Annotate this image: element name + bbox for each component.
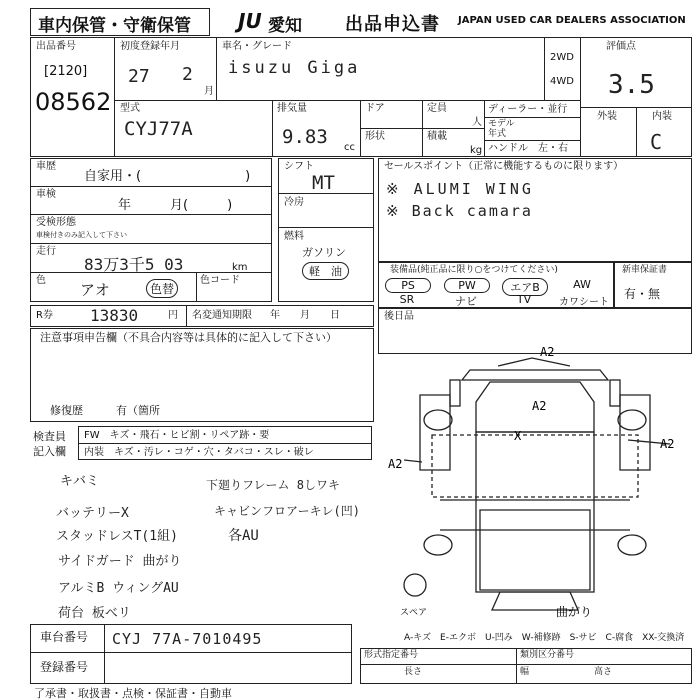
dealer-label: ディーラー・並行 [488, 104, 568, 115]
inspector-label-1: 検査員 [33, 430, 66, 443]
name-change-date: 年 月 日 [270, 310, 340, 321]
recycle-value: 有・無 [624, 287, 661, 301]
owner-label: 後日品 [384, 311, 414, 322]
car-name-label: 車名・グレード [222, 41, 292, 52]
repair-label: 修復歴 [50, 404, 83, 417]
mileage-label: 走行 [36, 246, 56, 257]
vehicle-diagram [380, 340, 692, 630]
cc-unit: cc [344, 142, 355, 153]
door-label: ドア [365, 103, 385, 114]
shift-value: MT [312, 172, 335, 194]
sender-label: 受検形態 [36, 217, 76, 228]
repair-value: 有（箇所 [116, 404, 160, 417]
color-value: アオ [80, 281, 110, 299]
disp-label: 排気量 [277, 103, 307, 114]
equip-airbag: エアB [502, 278, 548, 296]
color-label: 色 [36, 275, 46, 286]
org-name: 愛知 [268, 16, 302, 36]
equip-navi: ナビ [455, 295, 477, 308]
handwritten-note-1: キバミ [60, 474, 100, 489]
name-change-label: 名変通知期限 [192, 310, 252, 321]
diagram-label-a2-top: A2 [540, 345, 555, 359]
sender-note: 車検付きのみ記入して下さい [36, 231, 127, 239]
equip-aw: AW [573, 278, 591, 291]
inspection-label: 車検 [36, 189, 56, 200]
storage-title: 車内保管・守衛保管 [38, 16, 191, 36]
interior-label: 内装 [652, 111, 672, 122]
model-label: 型式 [120, 103, 140, 114]
score-label: 評価点 [606, 41, 636, 52]
association-name: JAPAN USED CAR DEALERS ASSOCIATION [458, 15, 686, 26]
color-code-label: 色コード [200, 275, 240, 286]
first-reg-month: 2 [182, 64, 193, 85]
shift-label: シフト [284, 161, 314, 172]
ju-logo: JU [238, 9, 262, 33]
recycle-label: 新車保証書 [622, 265, 668, 275]
disp-value: 9.83 [282, 126, 328, 148]
model-value: CYJ77A [124, 118, 193, 140]
diagram-spare-label: スペア [400, 607, 428, 617]
handwritten-note-3: スタッドレスT(1組) [56, 529, 178, 544]
twowd-label: 2WD [550, 52, 574, 63]
notes-label: 注意事項申告欄（不具合内容等は具体的に記入して下さい） [40, 331, 337, 344]
load-unit: kg [470, 145, 483, 156]
r-value: 13830 [90, 306, 139, 325]
shape-label: 形状 [365, 131, 385, 142]
width-label: 幅 [520, 667, 530, 677]
form-title: 出品申込書 [345, 14, 440, 35]
first-reg-year: 27 [128, 66, 150, 87]
diagram-label-x: X [514, 429, 522, 443]
fuel-gas: ガソリン [302, 246, 346, 259]
selling-label: セールスポイント（正常に機能するものに限ります） [384, 161, 624, 172]
equip-pw: PW [444, 278, 490, 293]
inspector-row-1: FW キズ・飛石・ヒビ割・リペア跡・要 [84, 430, 270, 441]
km-unit: km [232, 262, 248, 273]
handwritten-note-right-2: キャビンフロアーキレ(凹) [214, 504, 360, 518]
lot-label: 出品番号 [36, 41, 76, 52]
damage-legend: A-キズ E-エクボ U-凹み W-補修跡 S-サビ C-腐食 XX-交換済 [404, 633, 685, 643]
month-unit: 月 [204, 86, 214, 97]
lot-sub: [2120] [44, 64, 88, 79]
height-label: 高さ [594, 667, 613, 677]
history-value: 自家用・( ) [84, 169, 251, 184]
fourwd-label: 4WD [550, 76, 574, 87]
footer-text: 了承書・取扱書・点検・保証書・自動車 [34, 687, 232, 700]
equip-ps: PS [385, 278, 431, 293]
handwritten-note-6: 荷台 板ベリ [58, 606, 131, 621]
load-label: 積載 [427, 131, 447, 142]
selling-line-1: ※ ALUMI WING [386, 180, 534, 198]
color-change: 色替 [146, 279, 178, 298]
handwritten-note-5: アルミB ウィングAU [58, 581, 179, 596]
score-value: 3.5 [608, 70, 655, 100]
equip-sr: SR [399, 293, 415, 306]
inspection-value: 年 月( ) [118, 198, 233, 213]
r-label: R券 [36, 310, 53, 321]
equip-tv: TV [516, 293, 532, 306]
reg-label: 登録番号 [40, 660, 89, 674]
car-name: isuzu Giga [228, 58, 361, 78]
capacity-label: 定員 [427, 103, 447, 114]
type-label: 形式指定番号 [364, 650, 419, 660]
interior-value: C [650, 130, 663, 154]
handwritten-note-right-1: 下廻りフレーム 8しワキ [206, 478, 340, 492]
exterior-label: 外装 [597, 111, 617, 122]
r-unit: 円 [168, 310, 178, 321]
handle-label: ハンドル 左・右 [488, 143, 568, 154]
lot-number: 08562 [35, 88, 112, 116]
equipment-label: 装備品(純正品に限り○をつけてください) [390, 265, 558, 275]
selling-line-2: ※ Back camara [386, 202, 533, 220]
handwritten-note-4: サイドガード 曲がり [58, 554, 182, 569]
mileage-value: 83万3千5 03 [84, 255, 184, 274]
fuel-label: 燃料 [284, 231, 304, 242]
diagram-bent-label: 曲がり [556, 605, 593, 619]
diagram-label-a2-roof: A2 [532, 399, 547, 413]
inspector-label-2: 記入欄 [33, 445, 66, 458]
chassis-label: 車台番号 [40, 630, 89, 644]
capacity-unit: 人 [472, 117, 482, 128]
fuel-diesel: 軽 油 [302, 262, 349, 280]
diagram-label-a2-right: A2 [660, 437, 675, 451]
ac-label: 冷房 [284, 197, 304, 208]
chassis-value: CYJ 77A-7010495 [112, 630, 263, 648]
handwritten-note-2: バッテリーX [56, 506, 129, 521]
first-reg-label: 初度登録年月 [120, 41, 180, 52]
diagram-label-a2-left: A2 [388, 457, 403, 471]
handwritten-note-right-3: 各AU [228, 528, 259, 544]
history-label: 車歴 [36, 161, 56, 172]
class-label: 類別区分番号 [520, 650, 575, 660]
model-year-label: モデル 年式 [488, 119, 515, 139]
length-label: 長さ [404, 667, 423, 677]
equip-seat: カワシート [559, 297, 609, 308]
inspector-row-2: 内装 キズ・汚レ・コゲ・穴・タバコ・スレ・破レ [84, 447, 314, 458]
